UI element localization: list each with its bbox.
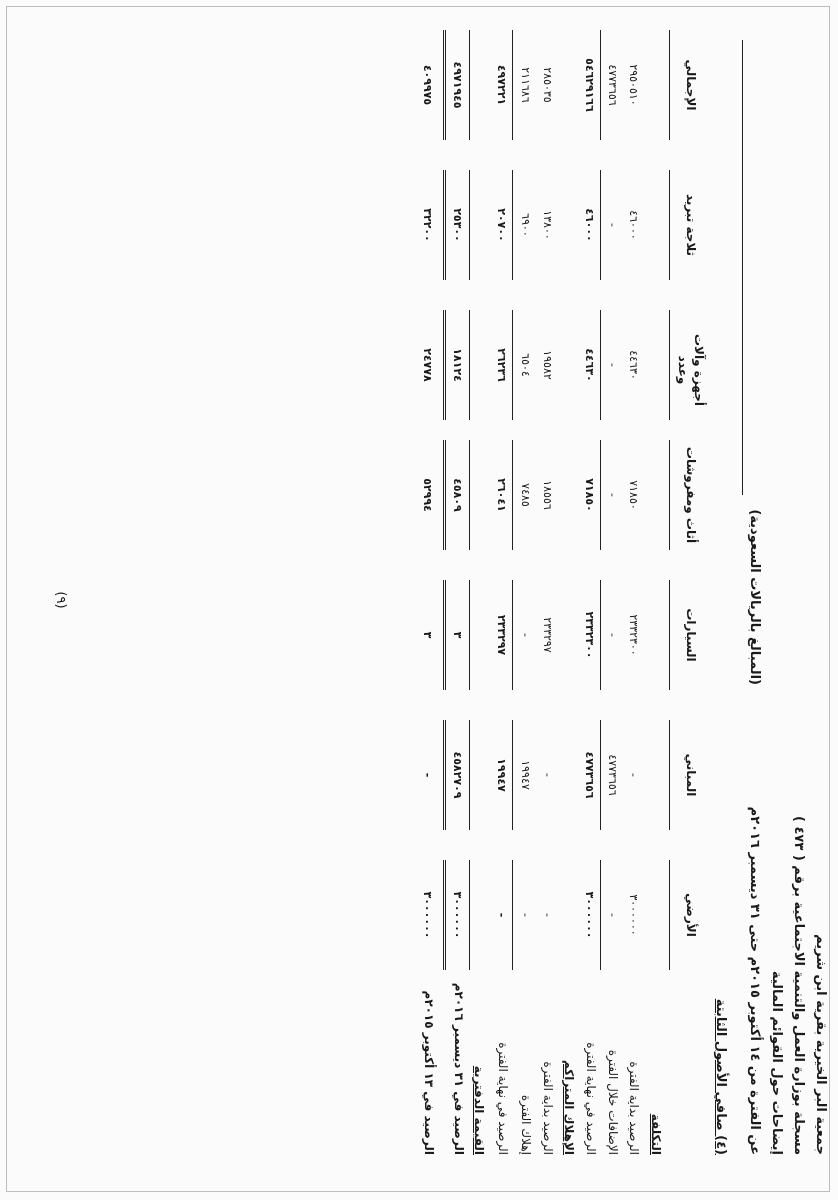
table-cell: ٢٥٣٠٠ (451, 208, 464, 242)
table-cell: ٦٩٠٠ (519, 213, 532, 237)
table-cell: ٤٩٧٢٢١ (495, 64, 508, 106)
col-rule (669, 440, 670, 550)
subtotal-rule (600, 580, 601, 690)
table-cell: ٤٩٧١٩٤٥ (451, 61, 464, 109)
group-cost: التكلفة (649, 1113, 663, 1155)
double-rule (443, 30, 446, 140)
table-cell: ٢٨٥٠٣٥ (541, 67, 554, 103)
nbv-rule (469, 440, 470, 550)
org-name: جمعية البر الخيرية بقرية ابن شريم (813, 934, 828, 1155)
table-cell: ٣٠٠٠٠٠٠ (583, 891, 596, 939)
table-cell: ٥٢٩٩٤ (421, 478, 434, 512)
col-rule (669, 860, 670, 970)
nbv-rule (469, 30, 470, 140)
col-rule (669, 310, 670, 420)
double-rule (443, 170, 446, 280)
subtotal-rule (512, 580, 513, 690)
table-cell: - (627, 773, 640, 777)
table-cell: ١٩٩٤٧ (495, 758, 508, 792)
table-cell: ٤٦٠٠٠ (627, 210, 640, 240)
table-cell: ١٩٥٨٢ (541, 350, 554, 380)
table-cell: ٤٧٧٣٦٥٦ (606, 754, 619, 796)
col-header-total: الإجمالي (684, 59, 698, 111)
nbv-rule (469, 860, 470, 970)
table-cell: - (519, 913, 532, 917)
nbv-rule (469, 310, 470, 420)
col-rule (669, 30, 670, 140)
row-label: الرصيد في ٣١ ديسمبر ٢٠١٦م (452, 982, 466, 1155)
table-cell: ٢٩٥٠٥١٠ (627, 64, 640, 106)
table-cell: - (606, 363, 619, 367)
nbv-rule (469, 580, 470, 690)
table-cell: ٢٠٧٠٠ (495, 208, 508, 242)
subtotal-rule (600, 720, 601, 830)
col-header-fridge: ثلاجة تبريد (684, 193, 698, 257)
currency-note: (المبالغ بالريالات السعودية) (747, 509, 762, 685)
subtotal-rule (600, 440, 601, 550)
table-cell: - (606, 223, 619, 227)
double-rule (443, 440, 446, 550)
table-cell: ١٨١٢٤ (451, 348, 464, 382)
table-cell: ٤٤٦٣٠ (627, 350, 640, 380)
double-rule (443, 310, 446, 420)
page-number: (٩) (53, 591, 68, 609)
table-cell: ٢٦٠٤١ (495, 478, 508, 512)
table-cell: ٢٣٣٢٣٠٠ (583, 611, 596, 659)
col-header-vehicles: السيارات (684, 608, 698, 662)
table-cell: ٣ (451, 631, 464, 639)
subtotal-rule (600, 170, 601, 280)
table-cell: ١٩٩٤٧ (519, 760, 532, 790)
table-cell: ٣٢٢٠٠ (421, 208, 434, 242)
double-rule (443, 860, 446, 970)
row-label: إهلاك الفترة (519, 1094, 533, 1155)
table-cell: ٢٤٧٧٨ (421, 348, 434, 382)
section-title: (٤) صافي الأصول الثابتة (713, 998, 728, 1155)
table-cell: ٤٥٨٢٧٠٩ (451, 751, 464, 799)
registration-line: مسجلة بوزارة العمل والتنمية الاجتماعية برقم ( ٤٧٣ ) (791, 816, 806, 1155)
row-label: الرصيد بداية الفترة (627, 1061, 641, 1155)
group-net-book-value: القيمة الدفترية (472, 1065, 486, 1155)
col-rule (669, 170, 670, 280)
table-cell: ٧١٨٥٠ (627, 480, 640, 510)
table-cell: - (495, 912, 508, 918)
table-cell: ١٨٥٥٦ (541, 480, 554, 510)
nbv-rule (469, 170, 470, 280)
table-cell: ٧١٨٥٠ (583, 478, 596, 512)
subtotal-rule (512, 310, 513, 420)
table-cell: ٤٤٦٣٠ (583, 348, 596, 382)
table-cell: ٤٥٨٠٩ (451, 478, 464, 512)
subtotal-rule (600, 310, 601, 420)
table-cell: ٧٤٨٥ (519, 483, 532, 507)
subtotal-rule (600, 30, 601, 140)
double-rule (443, 720, 446, 830)
col-rule (669, 720, 670, 830)
table-cell: ١٣٨٠٠ (541, 210, 554, 240)
col-rule (669, 580, 670, 690)
table-cell: ٥٤٦٢٩١٦٦ (583, 58, 596, 112)
table-cell: - (541, 913, 554, 917)
subtotal-rule (512, 440, 513, 550)
row-label: الرصيد في ١٣ أكتوبر ٢٠١٥م (422, 990, 436, 1155)
table-cell: ٤٠٩٩٧٥ (421, 64, 434, 106)
subtotal-rule (512, 30, 513, 140)
table-cell: ٢٣٣٢٣٠٠ (627, 614, 640, 656)
notes-title: إيضاحات حول القوائم المالية (769, 970, 784, 1155)
row-label: الرصيد بداية الفترة (541, 1061, 555, 1155)
double-rule (443, 580, 446, 690)
period-line: عن الفترة من ١٤ أكتوبر ٢٠١٥م حتى ٣١ ديسمبر ٢٠١٦م (747, 806, 762, 1155)
table-cell: ٣٠٠٠٠٠٠ (451, 891, 464, 939)
row-label: الإضافات خلال الفترة (606, 1049, 620, 1155)
table-cell: ٣٠٠٠٠٠٠ (627, 894, 640, 936)
group-depreciation: الإهلاك المتراكم (562, 1059, 576, 1155)
table-cell: - (606, 913, 619, 917)
table-cell: ٢٦٢٣٦ (495, 348, 508, 382)
table-cell: ٤٧٧٣٦٥٦ (606, 64, 619, 106)
table-cell: ٢٣٣٢٩٧ (495, 614, 508, 656)
subtotal-rule (512, 720, 513, 830)
col-header-land: الأرضي (684, 893, 698, 937)
table-cell: ٢٣٣٢٩٧ (541, 617, 554, 653)
col-header-buildings: المباني (684, 753, 698, 797)
table-cell: ٤٧٧٣٦٥٦ (583, 751, 596, 799)
table-cell: - (421, 772, 434, 778)
table-cell: - (606, 633, 619, 637)
col-header-equipment: أجهزة وآلات وعدد (676, 334, 706, 406)
subtotal-rule (512, 860, 513, 970)
nbv-rule (469, 720, 470, 830)
table-cell: ٤٦٠٠٠ (583, 208, 596, 242)
col-header-furniture: أثاث ومفروشات (684, 446, 698, 544)
row-label: الرصيد في نهاية الفترة (496, 1042, 510, 1155)
subtotal-rule (600, 860, 601, 970)
subtotal-rule (512, 170, 513, 280)
table-cell: ٦٥٠٤ (519, 353, 532, 377)
table-cell: ٣ (421, 631, 434, 639)
table-cell: ٣٠٠٠٠٠٠ (421, 891, 434, 939)
header-rule (742, 40, 743, 495)
table-cell: ٢١١٦٨٦ (519, 67, 532, 103)
row-label: الرصيد في نهاية الفترة (584, 1042, 598, 1155)
table-cell: - (606, 493, 619, 497)
table-cell: - (519, 633, 532, 637)
table-cell: - (541, 773, 554, 777)
